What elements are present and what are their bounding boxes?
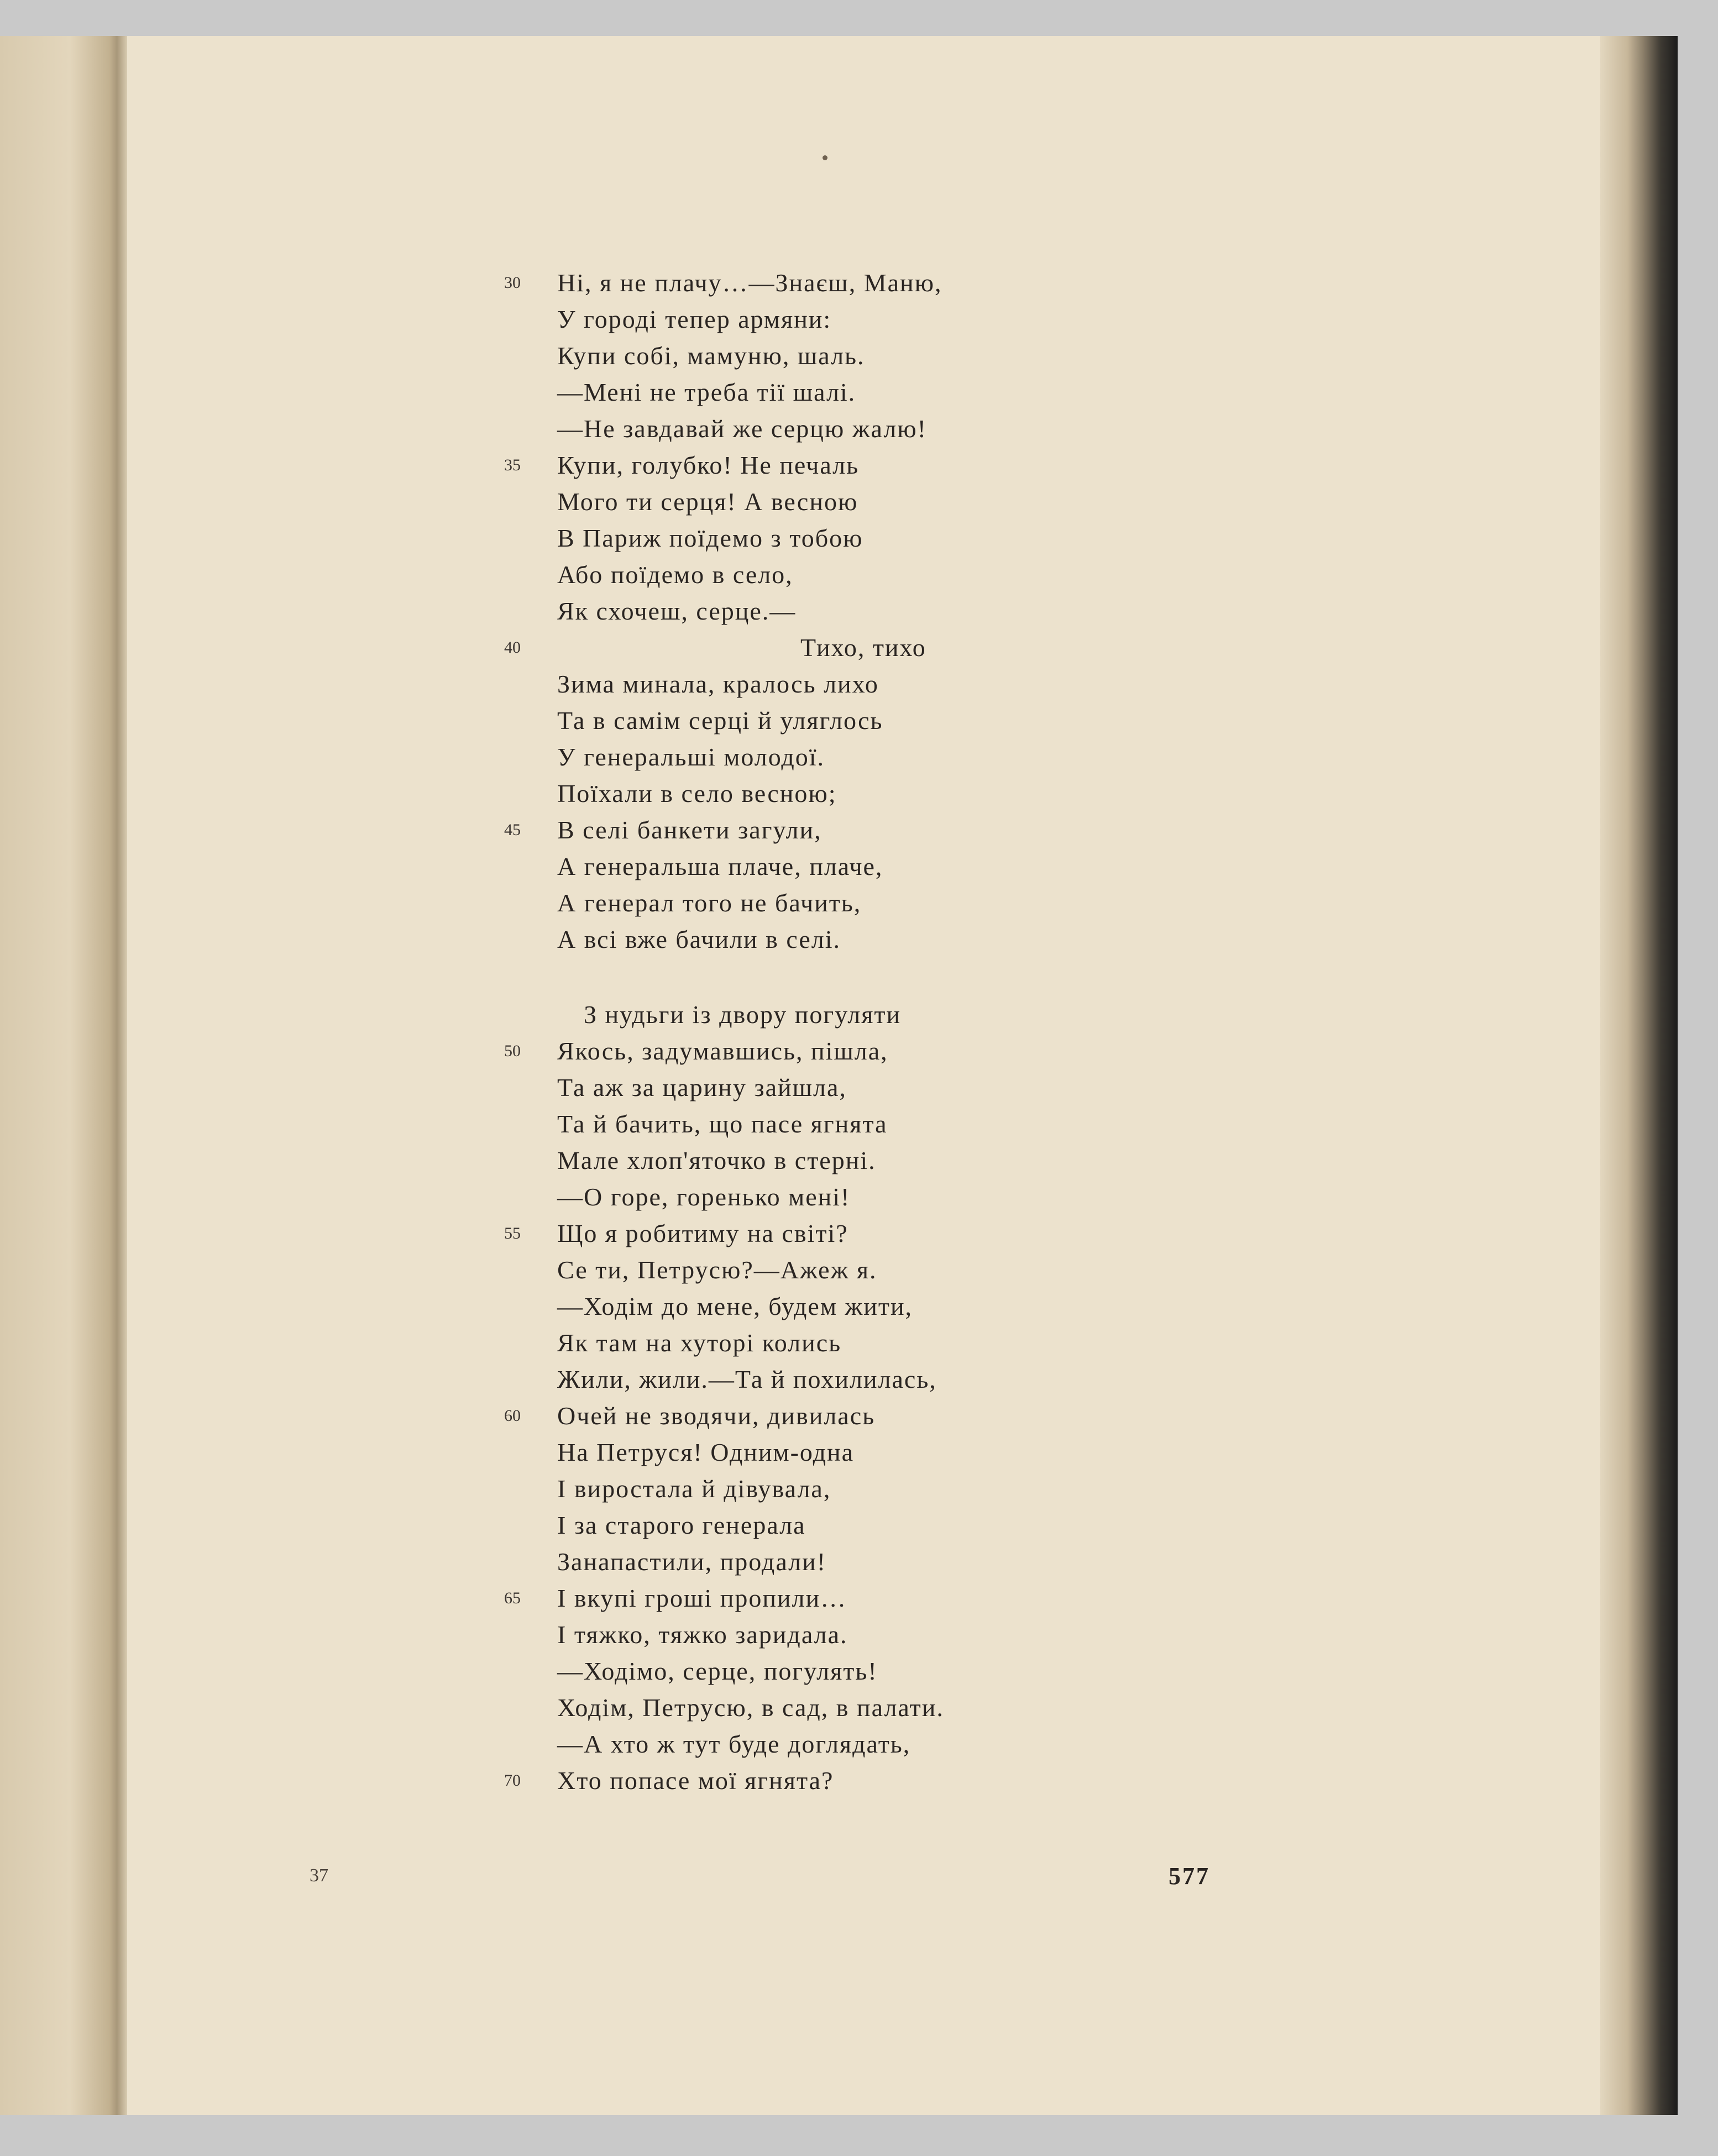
- line-text: У генеральші молодої.: [557, 743, 825, 771]
- line-text: Або поїдемо в село,: [557, 560, 793, 589]
- poem-line: [0, 593, 1678, 630]
- line-text: В селі банкети загули,: [557, 816, 822, 844]
- poem-line: [0, 1106, 1678, 1142]
- poem-line: [0, 484, 1678, 520]
- line-text: А всі вже бачили в селі.: [557, 925, 841, 953]
- poem-line: [0, 1069, 1678, 1106]
- poem-line: [0, 1398, 1678, 1434]
- line-text: Мого ти серця! А весною: [557, 487, 858, 516]
- line-text: —О горе, горенько мені!: [557, 1183, 851, 1211]
- signature-mark: 37: [310, 1865, 328, 1886]
- poem-line: [0, 447, 1678, 484]
- line-text: Купи, голубко! Не печаль: [557, 451, 860, 479]
- line-number: 35: [504, 456, 521, 474]
- poem-line: [0, 1471, 1678, 1507]
- poem-line: [0, 666, 1678, 702]
- line-text: —А хто ж тут буде доглядать,: [557, 1730, 911, 1758]
- poem-line: [0, 1142, 1678, 1179]
- poem-line: [0, 812, 1678, 848]
- line-text: —Ходімо, серце, погулять!: [557, 1657, 878, 1685]
- poem-line: [0, 848, 1678, 885]
- line-text: Хто попасе мої ягнята?: [557, 1766, 834, 1795]
- line-text: Та аж за царину зайшла,: [557, 1073, 847, 1101]
- poem-line: [0, 411, 1678, 447]
- poem-line: [0, 1507, 1678, 1544]
- line-text: Зима минала, кралось лихо: [557, 670, 879, 698]
- poem-line: [0, 1361, 1678, 1398]
- poem-line: [0, 1033, 1678, 1069]
- poem-line: [0, 265, 1678, 301]
- poem-line: [0, 1179, 1678, 1215]
- poem-line: [0, 630, 1678, 666]
- line-text: На Петруся! Одним-одна: [557, 1438, 855, 1466]
- poem-line: [0, 557, 1678, 593]
- line-text: Жили, жили.—Та й похилилась,: [557, 1365, 937, 1393]
- line-text: І тяжко, тяжко заридала.: [557, 1620, 848, 1649]
- poem-line: [0, 1434, 1678, 1471]
- line-text: Та й бачить, що пасе ягнята: [557, 1110, 888, 1138]
- line-text: А генеральша плаче, плаче,: [557, 852, 883, 880]
- poem-line: [0, 301, 1678, 338]
- line-text: —Мені не треба тії шалі.: [557, 378, 856, 406]
- line-text: —Ходім до мене, будем жити,: [557, 1292, 913, 1320]
- line-number: 60: [504, 1407, 521, 1425]
- line-text: Ні, я не плачу…—Знаєш, Маню,: [557, 269, 942, 297]
- poem-line: [0, 1726, 1678, 1762]
- poem-line: [0, 1653, 1678, 1690]
- line-text: В Париж поїдемо з тобою: [557, 524, 863, 552]
- poem-line: [0, 885, 1678, 921]
- line-number: 30: [504, 274, 521, 292]
- line-text: Якось, задумавшись, пішла,: [557, 1037, 888, 1065]
- line-text: І за старого генерала: [557, 1511, 806, 1539]
- line-text: І виростала й дівувала,: [557, 1475, 831, 1503]
- line-text: —Не завдавай же серцю жалю!: [557, 415, 927, 443]
- poem-line: [0, 1544, 1678, 1580]
- line-text: Купи собі, мамуню, шаль.: [557, 342, 865, 370]
- line-text: Тихо, тихо: [800, 633, 926, 662]
- poem-line: [0, 996, 1678, 1033]
- line-text: Та в самім серці й уляглось: [557, 706, 883, 735]
- line-text: Мале хлоп'яточко в стерні.: [557, 1146, 876, 1174]
- line-text: Як там на хуторі колись: [557, 1329, 842, 1357]
- poem-line: [0, 1215, 1678, 1252]
- poem-line: [0, 374, 1678, 411]
- poem-line: [0, 739, 1678, 775]
- poem-line: [0, 338, 1678, 374]
- poem-line: [0, 775, 1678, 812]
- line-number: 45: [504, 821, 521, 839]
- page-number: 577: [1169, 1863, 1210, 1890]
- poem-line: [0, 1690, 1678, 1726]
- line-text: Се ти, Петрусю?—Ажеж я.: [557, 1256, 877, 1284]
- line-number: 40: [504, 638, 521, 657]
- line-number: 50: [504, 1042, 521, 1060]
- poem-line: [0, 1762, 1678, 1799]
- line-text: У городі тепер армяни:: [557, 305, 832, 333]
- line-text: І вкупі гроші пропили…: [557, 1584, 847, 1612]
- poem-line: [0, 520, 1678, 557]
- poem-text-block: [0, 36, 1678, 2115]
- book-page: [0, 36, 1678, 2115]
- line-text: Що я робитиму на світі?: [557, 1219, 848, 1247]
- poem-line: [0, 1617, 1678, 1653]
- line-number: 70: [504, 1771, 521, 1790]
- line-text: А генерал того не бачить,: [557, 889, 862, 917]
- line-text: З нудьги із двору погуляти: [584, 1000, 902, 1029]
- line-text: Ходім, Петрусю, в сад, в палати.: [557, 1693, 944, 1722]
- line-text: Поїхали в село весною;: [557, 779, 837, 807]
- poem-line: [0, 1580, 1678, 1617]
- line-text: Занапастили, продали!: [557, 1548, 827, 1576]
- line-number: 55: [504, 1224, 521, 1242]
- poem-line: [0, 1288, 1678, 1325]
- line-number: 65: [504, 1589, 521, 1607]
- line-text: Як схочеш, серце.—: [557, 597, 797, 625]
- poem-line: [0, 1252, 1678, 1288]
- poem-line: [0, 1325, 1678, 1361]
- poem-line: [0, 921, 1678, 958]
- line-text: Очей не зводячи, дивилась: [557, 1402, 876, 1430]
- poem-line: [0, 702, 1678, 739]
